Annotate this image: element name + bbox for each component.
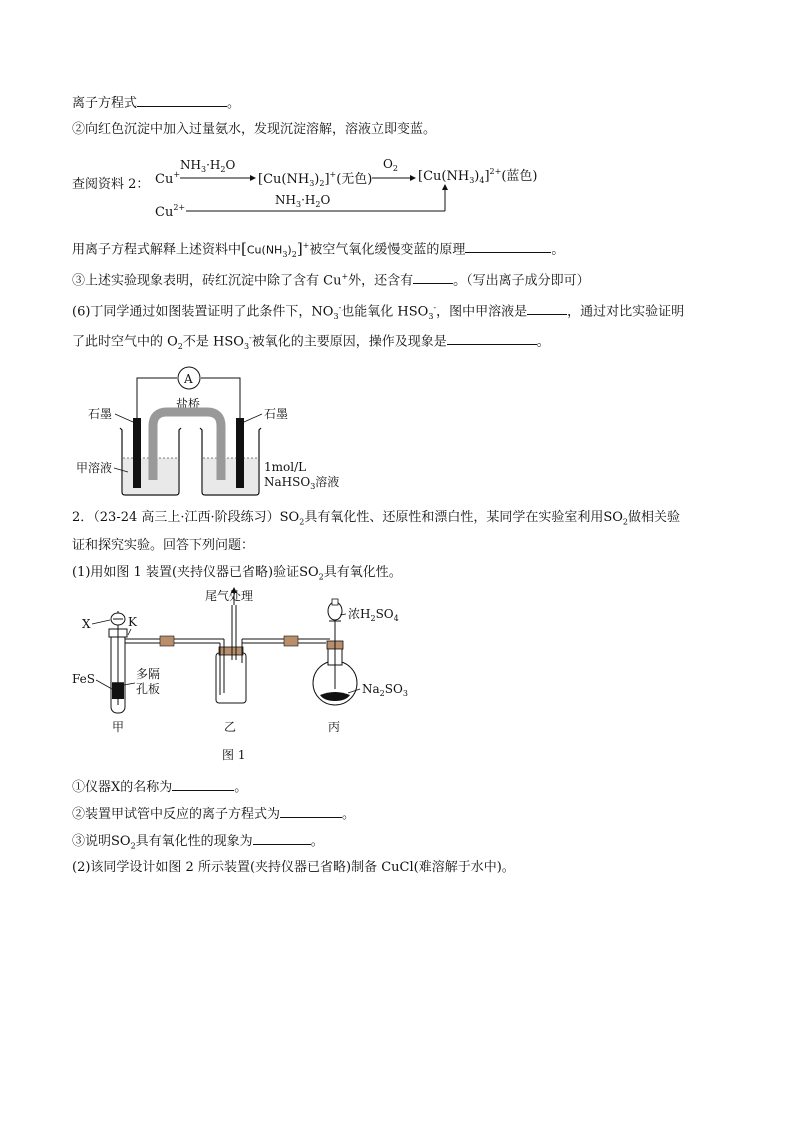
svg-text:Na2SO3: $Na_2SO_3$ bbox=[362, 682, 408, 698]
ion-equation-line: 离子方程式 。 bbox=[72, 96, 241, 111]
svg-text:K: K bbox=[128, 615, 137, 629]
svg-text:石墨: 石墨 bbox=[88, 407, 113, 421]
galvanic-cell-figure bbox=[0, 360, 794, 500]
q2-part2: (2)该同学设计如图 2 所示装置(夹持仪器已省略)制备 CuCl(难溶解于水中)。 bbox=[72, 860, 515, 875]
q2-header-1: 2．（23-24 高三上·江西·阶段练习）$SO_2$具有氧化性、还原性和漂白性，某同学在实验室利用$SO_2$做相关验 bbox=[72, 510, 680, 527]
answer-blank[interactable] bbox=[253, 832, 311, 845]
answer-blank[interactable] bbox=[280, 805, 342, 818]
left-electrode bbox=[133, 418, 141, 488]
answer-blank[interactable] bbox=[527, 302, 567, 315]
q2-step2: ②装置甲试管中反应的离子方程式为 。 bbox=[72, 807, 356, 822]
answer-blank[interactable] bbox=[447, 332, 537, 345]
svg-text:甲: 甲 bbox=[112, 720, 125, 734]
svg-text:NH3·H2O: $NH_3\cdot H_2O$ bbox=[180, 158, 236, 174]
q2-part1: (1)用如图 1 装置(夹持仪器已省略)验证$SO_2$具有氧化性。 bbox=[72, 565, 402, 582]
reference-scheme bbox=[0, 150, 794, 225]
explain-line: 用离子方程式解释上述资料中$[Cu(NH_3)_2]^+$被空气氧化缓慢变蓝的原理 。 bbox=[72, 239, 565, 259]
svg-text:Cu+: Cu+ bbox=[155, 170, 181, 187]
svg-text:乙: 乙 bbox=[224, 720, 237, 734]
svg-text:丙: 丙 bbox=[328, 720, 341, 734]
apparatus-figure-1 bbox=[0, 585, 794, 765]
q6-line-1: (6)丁同学通过如图装置证明了此条件下，$NO_3^-$也能氧化 $HSO_3^-$，图中甲溶液是 ，通过对比实验证明 bbox=[72, 303, 685, 321]
svg-text:Cu2+: $Cu^{2+}$ bbox=[155, 203, 186, 220]
answer-blank[interactable] bbox=[137, 94, 227, 107]
svg-text:尾气处理: 尾气处理 bbox=[205, 589, 254, 603]
svg-text:[Cu(NH3)4]2+(蓝色): $[Cu(NH_3)_4]^{2+}$(蓝色) bbox=[418, 167, 538, 185]
svg-text:A: A bbox=[184, 372, 193, 386]
step2-text: ②向红色沉淀中加入过量氨水，发现沉淀溶解，溶液立即变蓝。 bbox=[72, 122, 437, 137]
svg-text:FeS: FeS bbox=[72, 672, 95, 686]
q6-line-2: 了此时空气中的 $O_2$不是 $HSO_3^-$被氧化的主要原因，操作及现象是 。 bbox=[72, 333, 550, 351]
q2-step3: ③说明$SO_2$具有氧化性的现象为 。 bbox=[72, 834, 324, 851]
svg-text:查阅资料 2：: 查阅资料 2： bbox=[72, 177, 150, 192]
svg-text:O2: $O_2$ bbox=[383, 157, 398, 173]
answer-blank[interactable] bbox=[172, 778, 234, 791]
answer-blank[interactable] bbox=[465, 240, 551, 253]
svg-text:NaHSO3溶液: NaHSO$_3$溶液 bbox=[264, 475, 340, 491]
q2-step1: ①仪器X的名称为 。 bbox=[72, 780, 248, 795]
svg-text:甲溶液: 甲溶液 bbox=[76, 461, 113, 475]
svg-text:图 1: 图 1 bbox=[222, 748, 246, 762]
q2-header-2: 证和探究实验。回答下列问题： bbox=[72, 538, 255, 553]
svg-text:石墨: 石墨 bbox=[264, 407, 289, 421]
right-electrode bbox=[236, 418, 244, 488]
svg-text:1mol/L: 1mol/L bbox=[264, 460, 307, 474]
svg-text:X: X bbox=[82, 617, 91, 631]
fes-solid bbox=[112, 683, 124, 699]
svg-text:多隔: 多隔 bbox=[136, 667, 161, 681]
step3-line: ③上述实验现象表明，砖红沉淀中除了含有 Cu+外，还含有 。（写出离子成分即可） bbox=[72, 272, 590, 289]
answer-blank[interactable] bbox=[413, 271, 453, 284]
svg-text:[Cu(NH3)2]+(无色): $[Cu(NH_3)_2]^+$(无色) bbox=[258, 170, 373, 188]
svg-text:盐桥: 盐桥 bbox=[176, 397, 201, 411]
svg-text:NH3·H2O: $NH_3\cdot H_2O$ bbox=[275, 193, 331, 209]
svg-text:孔板: 孔板 bbox=[136, 682, 161, 696]
svg-text:浓H2SO4: 浓$H_2SO_4$ bbox=[348, 607, 399, 623]
